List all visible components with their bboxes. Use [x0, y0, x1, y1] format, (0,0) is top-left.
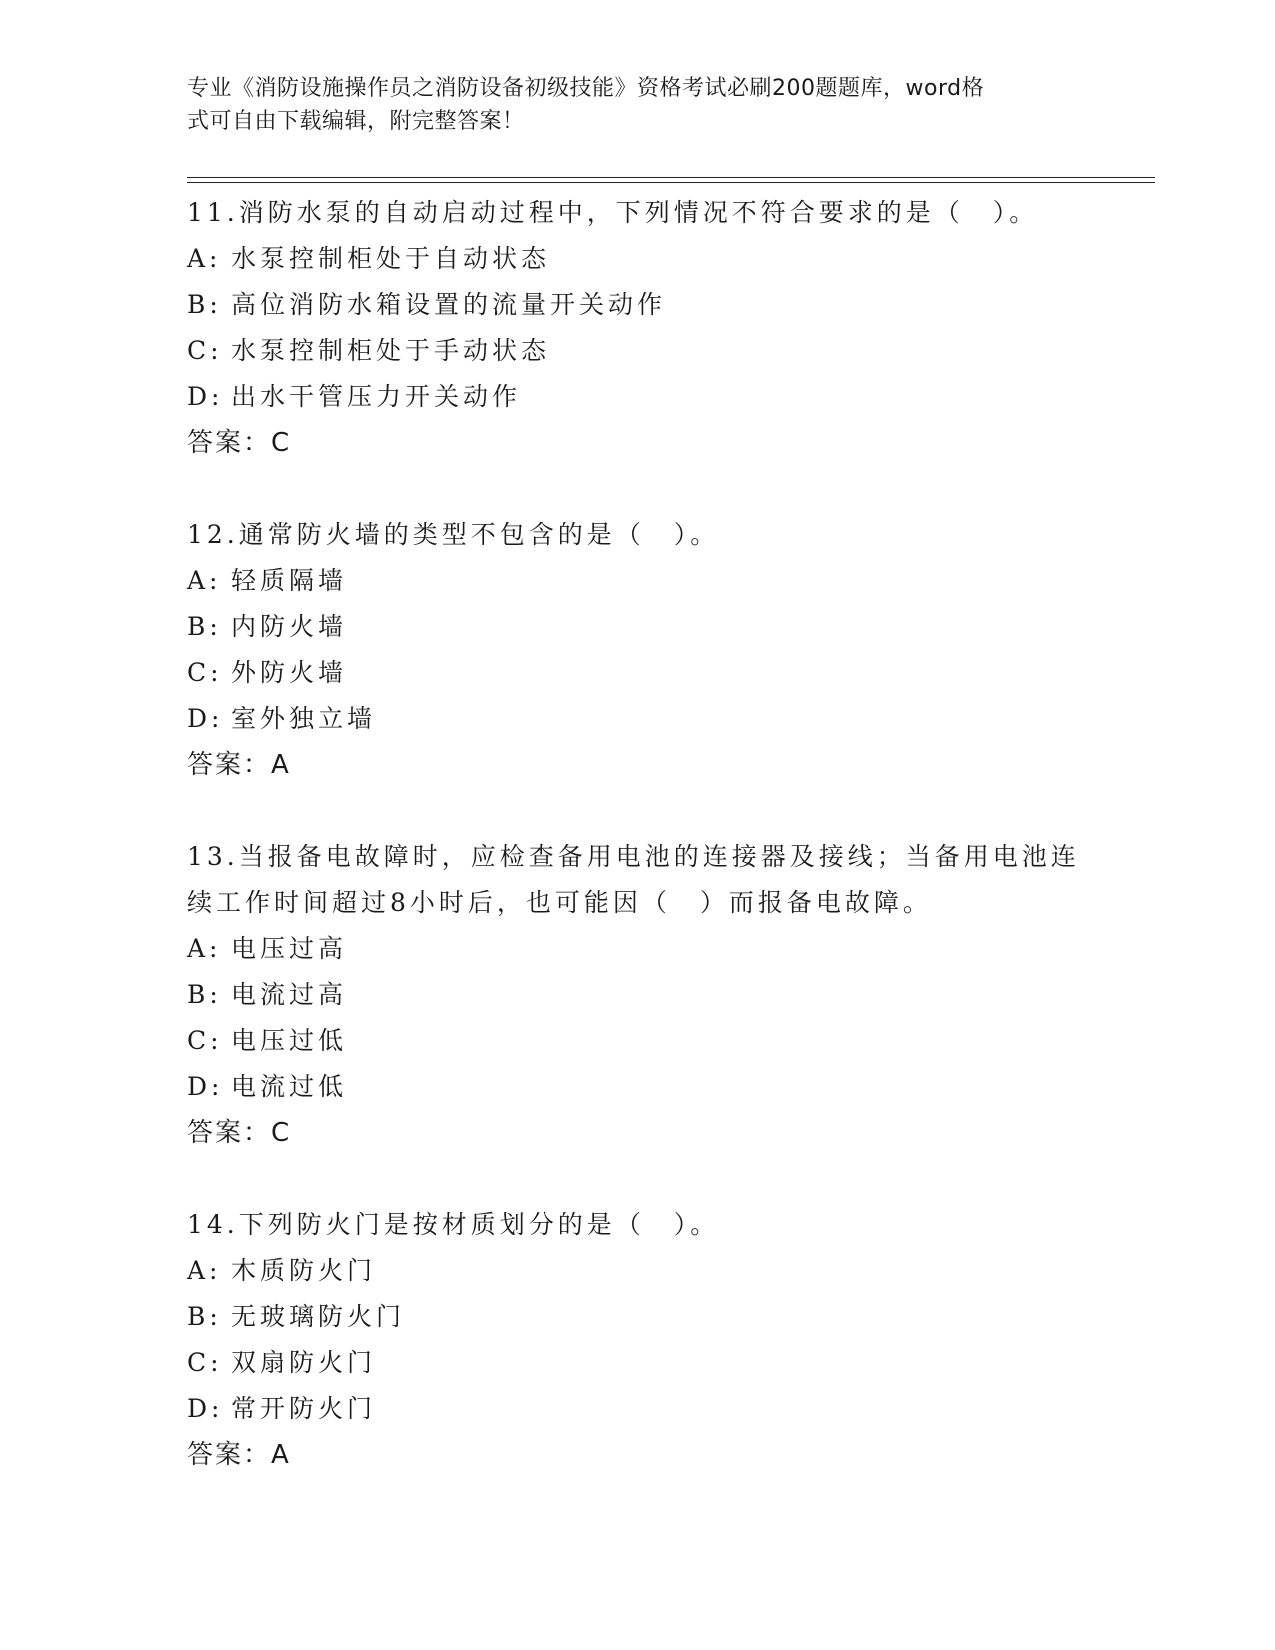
option-b: [187, 972, 1087, 1018]
option-letter: D:: [187, 382, 224, 411]
option-letter: B:: [187, 612, 222, 641]
option-d: [187, 1064, 1087, 1110]
option-text: 常开防火门: [231, 1394, 377, 1423]
option-text: 木质防火门: [231, 1256, 377, 1285]
document-header: [187, 72, 1087, 138]
option-c: [187, 328, 1087, 374]
question-item: [187, 512, 1087, 788]
option-text: 高位消防水箱设置的流量开关动作: [231, 290, 667, 319]
option-text: 内防火墙: [231, 612, 348, 641]
option-a: [187, 1248, 1087, 1294]
question-item: [187, 1202, 1087, 1478]
option-text: 轻质隔墙: [231, 566, 348, 595]
option-d: [187, 1386, 1087, 1432]
option-letter: A:: [187, 244, 222, 273]
option-letter: C:: [187, 658, 223, 687]
option-c: [187, 1018, 1087, 1064]
option-text: 电压过高: [231, 934, 348, 963]
option-c: [187, 650, 1087, 696]
question-list: [187, 190, 1087, 1524]
option-letter: A:: [187, 1256, 222, 1285]
option-letter: B:: [187, 1302, 222, 1331]
question-stem: 12.通常防火墙的类型不包含的是（ ）。: [187, 520, 720, 549]
option-a: [187, 558, 1087, 604]
option-text: 水泵控制柜处于手动状态: [231, 336, 551, 365]
option-text: 外防火墙: [231, 658, 348, 687]
option-text: 电压过低: [231, 1026, 348, 1055]
option-letter: C:: [187, 1026, 223, 1055]
option-letter: B:: [187, 290, 222, 319]
option-letter: D:: [187, 1394, 224, 1423]
question-stem: 11.消防水泵的自动启动过程中，下列情况不符合要求的是（ ）。: [187, 198, 1039, 227]
question-item: [187, 834, 1087, 1156]
option-b: [187, 1294, 1087, 1340]
option-text: 电流过高: [231, 980, 348, 1009]
option-d: [187, 696, 1087, 742]
option-letter: C:: [187, 336, 223, 365]
option-a: [187, 236, 1087, 282]
answer-text: 答案：C: [187, 1118, 292, 1148]
option-letter: B:: [187, 980, 222, 1009]
header-line-2: 式可自由下载编辑，附完整答案！: [187, 109, 525, 134]
option-c: [187, 1340, 1087, 1386]
option-text: 室外独立墙: [231, 704, 377, 733]
option-text: 无玻璃防火门: [231, 1302, 406, 1331]
answer-text: 答案：A: [187, 1440, 291, 1470]
option-b: [187, 604, 1087, 650]
question-stem: 14.下列防火门是按材质划分的是（ ）。: [187, 1210, 720, 1239]
question-stem: 13.当报备电故障时，应检查备用电池的连接器及接线；当备用电池连续工作时间超过8小时后，也可能因（ ）而报备电故障。: [187, 842, 1080, 917]
option-text: 双扇防火门: [231, 1348, 377, 1377]
option-text: 水泵控制柜处于自动状态: [231, 244, 551, 273]
answer-text: 答案：C: [187, 428, 292, 458]
option-d: [187, 374, 1087, 420]
option-letter: D:: [187, 1072, 224, 1101]
option-letter: A:: [187, 934, 222, 963]
option-b: [187, 282, 1087, 328]
header-divider-top: [187, 177, 1155, 178]
option-text: 出水干管压力开关动作: [231, 382, 522, 411]
answer-text: 答案：A: [187, 750, 291, 780]
option-text: 电流过低: [231, 1072, 348, 1101]
option-letter: A:: [187, 566, 222, 595]
question-item: [187, 190, 1087, 466]
option-a: [187, 926, 1087, 972]
option-letter: D:: [187, 704, 224, 733]
header-divider-bottom: [187, 182, 1155, 183]
option-letter: C:: [187, 1348, 223, 1377]
header-line-1: 专业《消防设施操作员之消防设备初级技能》资格考试必刷200题题库，word格: [187, 76, 985, 101]
